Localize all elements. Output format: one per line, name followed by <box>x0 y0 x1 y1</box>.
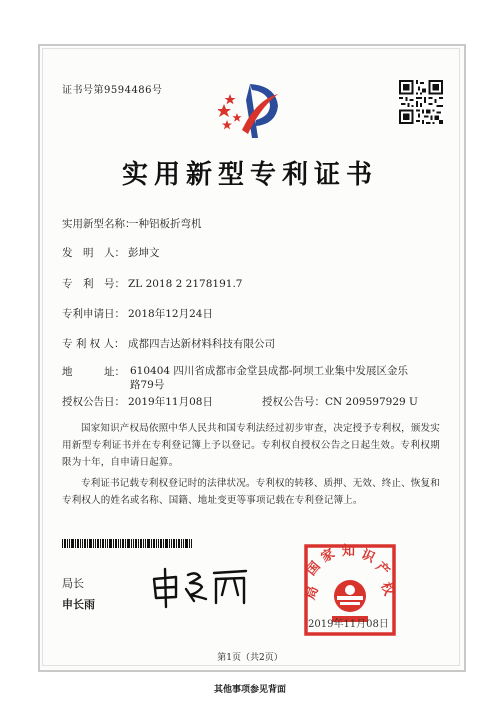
qr-code-icon[interactable] <box>399 80 443 124</box>
certificate-title: 实用新型专利证书 <box>121 160 378 190</box>
field-grant-date <box>62 394 213 409</box>
field-label: 实用新型名称： <box>62 218 136 230</box>
svg-text:产: 产 <box>372 559 393 580</box>
seal-date: 2019年11月08日 <box>308 619 389 630</box>
field-value: 成都四吉达新材料科技有限公司 <box>128 338 275 350</box>
field-label: 专利申请日： <box>62 308 125 320</box>
field-label: 授权公告日： <box>62 396 125 408</box>
field-filing-date <box>62 306 213 321</box>
field-label: 授权公告号： <box>262 396 325 408</box>
field-label: 发 明 人： <box>62 247 125 259</box>
field-label: 地 址： <box>62 366 125 378</box>
field-value: 2019年11月08日 <box>128 396 213 408</box>
signature-icon <box>150 565 250 609</box>
certificate-number: 证书号第9594486号 <box>62 85 163 96</box>
notice-paragraph-1: 国家知识产权局依照中华人民共和国专利法经过初步审查，决定授予专利权，颁发实用新型专利证书并在专利登记簿上予以登记。专利权自授权公告之日起生效。专利权期限为十年，自申请日起算。 <box>62 423 440 468</box>
field-label: 专 利 权 人： <box>62 338 125 350</box>
field-value: CN 209597929 U <box>325 396 418 408</box>
barcode-icon <box>62 539 192 548</box>
svg-text:国: 国 <box>303 559 324 579</box>
field-value: 彭坤文 <box>128 247 160 259</box>
field-inventor <box>62 245 160 260</box>
field-label: 专 利 号： <box>62 278 125 290</box>
svg-text:权: 权 <box>377 580 397 598</box>
svg-text:识: 识 <box>358 547 377 567</box>
svg-text:家: 家 <box>318 546 338 566</box>
footer-note: 其他事项参见背面 <box>213 685 286 695</box>
field-address <box>62 364 128 379</box>
notice-paragraph-2: 专利证书记载专利权登记时的法律状况。专利权的转移、质押、无效、终止、恢复和专利权人的姓名或名称、国籍、地址变更等事项记载在专利登记簿上。 <box>62 478 440 506</box>
director-title: 局长 <box>62 577 84 590</box>
page-number: 第1页（共2页） <box>217 653 283 663</box>
svg-text:知: 知 <box>342 544 356 559</box>
field-utility-name <box>62 216 202 231</box>
field-value: ZL 2018 2 2178191.7 <box>128 278 243 290</box>
address-value: 610404 四川省成都市金堂县成都-阿坝工业集中发展区金乐路79号 <box>130 365 408 391</box>
field-patentee <box>62 336 275 351</box>
field-patent-number <box>62 276 242 291</box>
field-grant-number <box>262 394 418 409</box>
field-value: 2018年12月24日 <box>128 308 213 320</box>
svg-text:局: 局 <box>303 584 322 602</box>
cnipa-emblem-icon <box>218 80 288 140</box>
field-value: 一种铝板折弯机 <box>128 218 202 230</box>
director-name: 申长雨 <box>62 598 95 611</box>
